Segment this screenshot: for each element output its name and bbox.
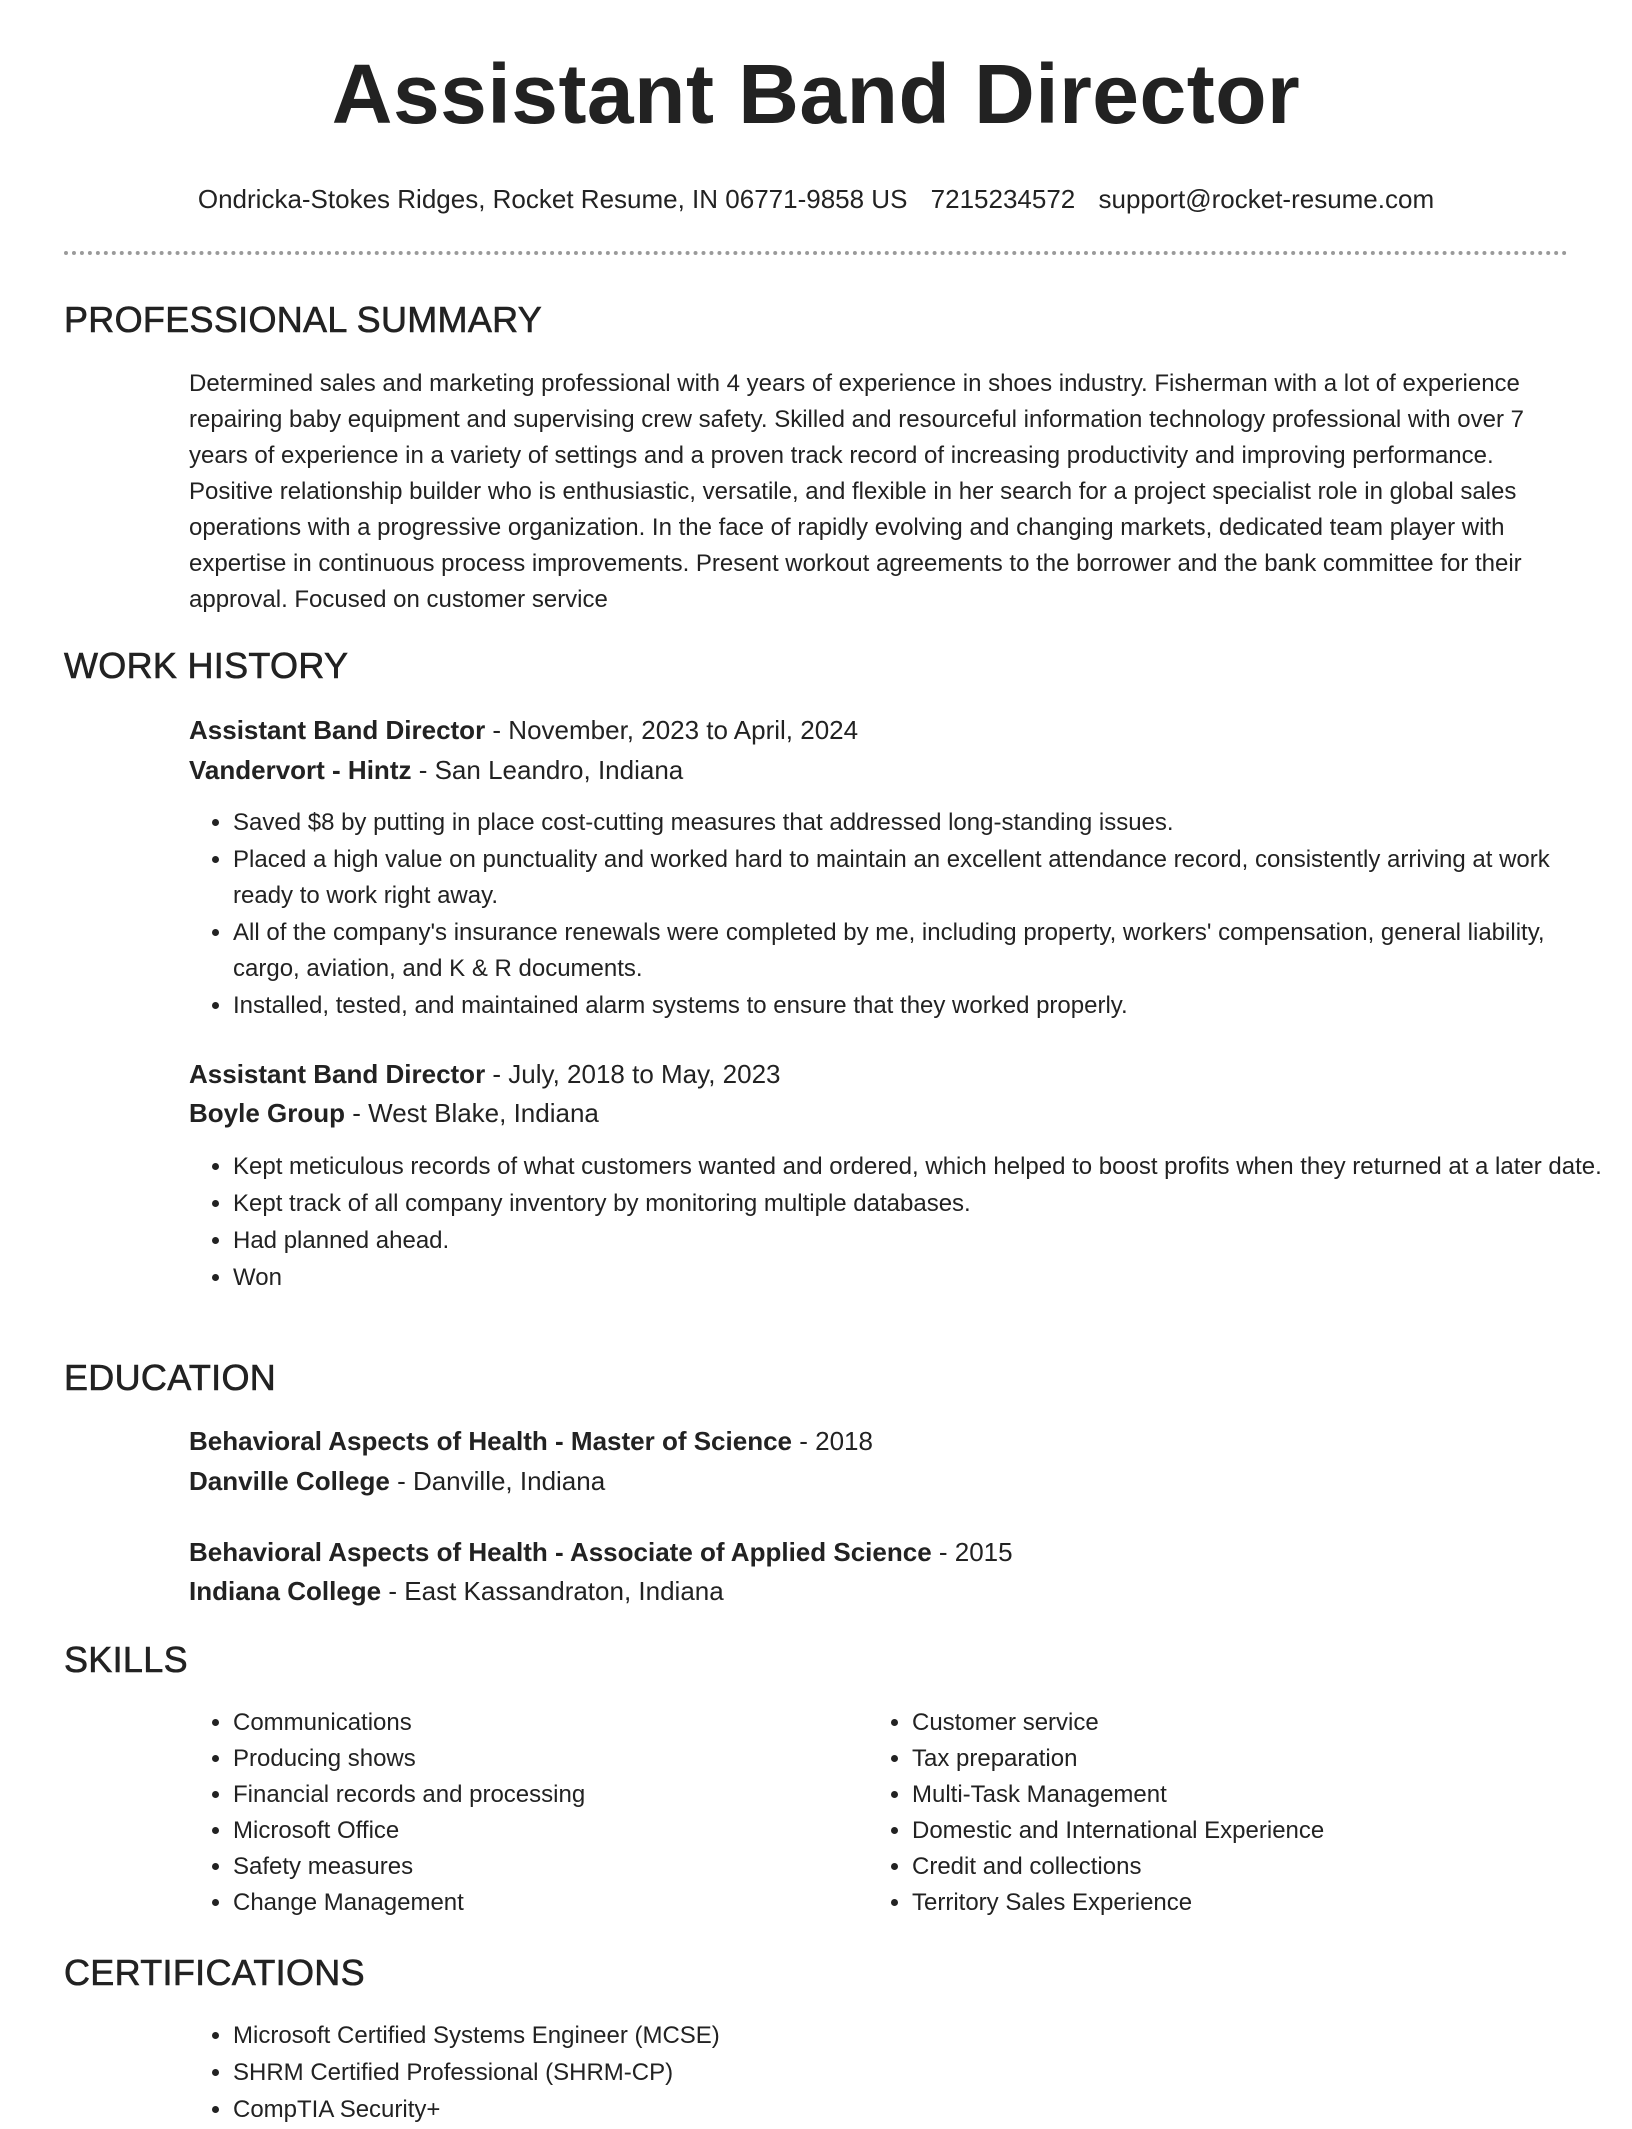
education-location: - East Kassandraton, Indiana [381, 1576, 724, 1606]
skill-item: • Domestic and International Experience [912, 1813, 1552, 1849]
skill-item: • Communications [233, 1705, 873, 1741]
education-location: - Danville, Indiana [389, 1466, 606, 1496]
education-school-line [189, 1466, 605, 1496]
job-company-line [189, 755, 683, 785]
skill-item: • Producing shows [233, 1741, 873, 1777]
job-company: Vandervort - Hintz [189, 755, 412, 785]
skill-item: • Financial records and processing [233, 1777, 873, 1813]
skills-list-right [868, 1705, 1552, 1921]
education-year: - 2015 [931, 1537, 1013, 1567]
job-company-line [189, 1098, 599, 1128]
job-role: Assistant Band Director [189, 1059, 486, 1089]
list-item: • Won [233, 1260, 1603, 1296]
contact-address: Ondricka-Stokes Ridges, Rocket Resume, IN 06771-9858 US [197, 184, 908, 214]
education-school: Indiana College [189, 1576, 382, 1606]
skill-item: • Safety measures [233, 1849, 873, 1885]
skill-item: • Territory Sales Experience [912, 1885, 1552, 1921]
certification-item: • SHRM Certified Professional (SHRM-CP) [233, 2055, 1603, 2091]
skill-item: • Credit and collections [912, 1849, 1552, 1885]
skills-list-left [189, 1705, 873, 1921]
education-degree-line [189, 1537, 1013, 1567]
education-degree: Behavioral Aspects of Health - Associate of Applied Science [189, 1537, 932, 1567]
list-item: • Installed, tested, and maintained alarm systems to ensure that they worked properly. [233, 988, 1603, 1024]
list-item: • Kept track of all company inventory by monitoring multiple databases. [233, 1186, 1603, 1222]
list-item: • Kept meticulous records of what customers wanted and ordered, which helped to boost profits when they returned at a later date. [233, 1149, 1603, 1185]
job-title-line [189, 1059, 781, 1089]
job-dates: - July, 2018 to May, 2023 [485, 1059, 781, 1089]
education-year: - 2018 [792, 1426, 873, 1456]
job-role: Assistant Band Director [189, 715, 486, 745]
job-bullets [189, 1149, 1603, 1297]
list-item: • Had planned ahead. [233, 1223, 1603, 1259]
skill-item: • Multi-Task Management [912, 1777, 1552, 1813]
certifications-list [189, 2018, 1603, 2129]
skill-item: • Change Management [233, 1885, 873, 1921]
skill-item: • Microsoft Office [233, 1813, 873, 1849]
section-title-work-history: WORK HISTORY [64, 645, 349, 686]
section-title-summary: PROFESSIONAL SUMMARY [64, 299, 543, 340]
list-item: • Placed a high value on punctuality and worked hard to maintain an excellent attendance record, consistently arriving at work ready to work right away. [233, 842, 1603, 914]
skill-item: • Customer service [912, 1705, 1552, 1741]
job-location: - West Blake, Indiana [345, 1098, 599, 1128]
section-title-skills: SKILLS [64, 1639, 188, 1680]
summary-text: Determined sales and marketing professional with 4 years of experience in shoes industry. Fisherman with a lot of experience repairing baby equipment and supervising crew safety. Skilled and resourceful information technology professional with over 7 years of experience in a variety of settings and a proven track record of increasing productivity and improving performance. Positive relationship builder who is enthusiastic, versatile, and flexible in her search for a project specialist role in global sales operations with a progressive organization. In the face of rapidly evolving and changing markets, dedicated team player with expertise in continuous process improvements. Present workout agreements to the borrower and the bank committee for their approval. Focused on customer service [189, 370, 1524, 613]
job-bullets [189, 805, 1603, 1025]
education-degree-line [189, 1426, 873, 1456]
job-dates: - November, 2023 to April, 2024 [485, 715, 859, 745]
list-item: • Saved $8 by putting in place cost-cutting measures that addressed long-standing issues. [233, 805, 1603, 841]
skill-item: • Tax preparation [912, 1741, 1552, 1777]
job-title-line [189, 715, 858, 745]
certification-item: • Microsoft Certified Systems Engineer (MCSE) [233, 2018, 1603, 2054]
header-divider [64, 251, 1568, 255]
candidate-name: Assistant Band Director [331, 47, 1301, 141]
education-school-line [189, 1576, 724, 1606]
contact-phone: 7215234572 [930, 184, 1076, 214]
job-company: Boyle Group [189, 1098, 346, 1128]
section-title-certifications: CERTIFICATIONS [64, 1952, 365, 1993]
list-item: • All of the company's insurance renewals were completed by me, including property, workers' compensation, general liability, cargo, aviation, and K & R documents. [233, 915, 1603, 987]
education-school: Danville College [189, 1466, 390, 1496]
contact-line [0, 184, 1632, 214]
education-degree: Behavioral Aspects of Health - Master of Science [189, 1426, 793, 1456]
certification-item: • CompTIA Security+ [233, 2092, 1603, 2128]
section-title-education: EDUCATION [64, 1357, 277, 1398]
job-location: - San Leandro, Indiana [411, 755, 684, 785]
contact-email: support@rocket-resume.com [1098, 184, 1435, 214]
